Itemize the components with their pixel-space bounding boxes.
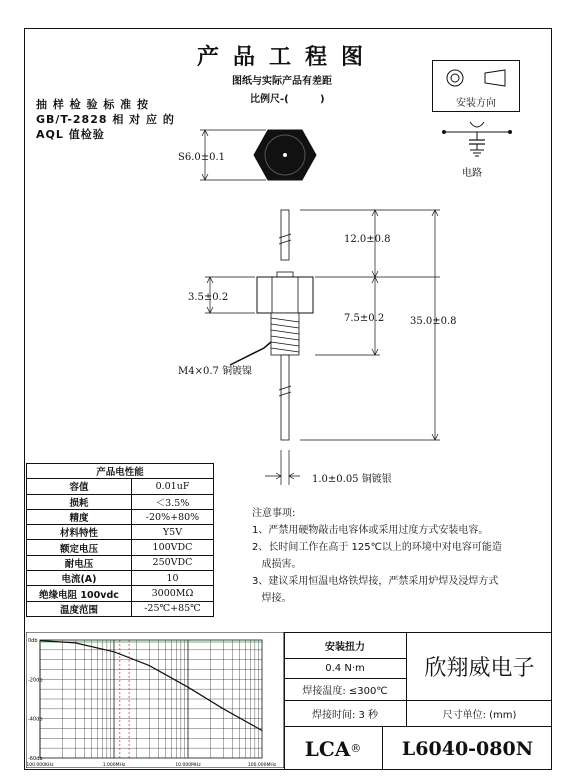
x-tick-label: 100.000KHz (26, 763, 54, 768)
x-tick-label: 100.000MHz (247, 763, 277, 768)
body-length-dimension: 7.5±0.2 (344, 313, 385, 324)
page-title: 产品工程图 (196, 44, 377, 70)
x-tick-label: 1.000MHz (102, 763, 126, 768)
circuit-label: 电路 (462, 168, 482, 179)
y-tick-label: 0db (28, 638, 38, 644)
attenuation-chart (26, 632, 284, 768)
table-row: 绝缘电阻 100vdc 3000MΩ (27, 586, 214, 601)
properties-title: 产品电性能 (27, 464, 214, 479)
table-row: 容值 0.01uF (27, 479, 214, 494)
notes-section (252, 505, 542, 607)
y-tick-label: -60db (28, 756, 43, 762)
thread-dimension: M4×0.7 铜镀镍 (178, 366, 253, 377)
solder-time: 焊接时间: 3 秒 (284, 700, 406, 726)
solder-temp: 焊接温度: ≤300℃ (284, 678, 406, 700)
torque-label: 安装扭力 (325, 641, 365, 653)
note-item: 2、长时间工作在高于 125℃以上的环境中对电容可能造 (252, 542, 502, 553)
torque-value: 0.4 N·m (284, 658, 406, 678)
brand-logo: LCA ® (284, 726, 382, 770)
table-row: 额定电压 100VDC (27, 540, 214, 555)
properties-table (26, 463, 214, 617)
inspection-note: 抽 样 检 验 标 准 按 GB/T-2828 相 对 应 的 AQL 值检验 (36, 98, 175, 141)
top-lead-dimension: 12.0±0.8 (344, 234, 391, 245)
install-direction-icon (433, 61, 521, 95)
unit-label: 尺寸单位: (mm) (406, 700, 552, 726)
hex-size-dimension: S6.0±0.1 (178, 152, 226, 163)
company-name: 欣翔威电子 (406, 632, 552, 700)
part-number: L6040-080N (382, 726, 552, 770)
lead-diameter-dimension: 1.0±0.05 铜镀银 (312, 474, 392, 485)
y-tick-label: -20db (28, 677, 43, 684)
scale-label: 比例尺-( ) (250, 94, 325, 105)
table-row: 耐电压 250VDC (27, 555, 214, 570)
nut-thickness-dimension: 3.5±0.2 (188, 292, 229, 303)
notes-title: 注意事项: (252, 508, 296, 519)
note-item: 成损害。 (252, 559, 302, 570)
total-length-dimension: 35.0±0.8 (410, 316, 457, 327)
table-row: 材料特性 Y5V (27, 525, 214, 540)
install-direction-box (432, 60, 520, 112)
install-direction-label: 安装方向 (456, 98, 496, 109)
note-item: 1、严禁用硬物敲击电容体或采用过度方式安装电容。 (252, 525, 489, 536)
table-row: 温度范围 -25℃+85℃ (27, 601, 214, 616)
x-tick-label: 10.000MHz (175, 763, 201, 768)
y-tick-label: -40db (28, 716, 43, 723)
note-item: 焊接。 (252, 593, 292, 604)
note-item: 3、建议采用恒温电烙铁焊接，严禁采用炉焊及浸焊方式 (252, 576, 499, 587)
table-row: 电流(A) 10 (27, 571, 214, 586)
table-row: 精度 -20%+80% (27, 509, 214, 524)
table-row: 损耗 ＜3.5% (27, 494, 214, 509)
subtitle: 图纸与实际产品有差距 (232, 76, 332, 87)
